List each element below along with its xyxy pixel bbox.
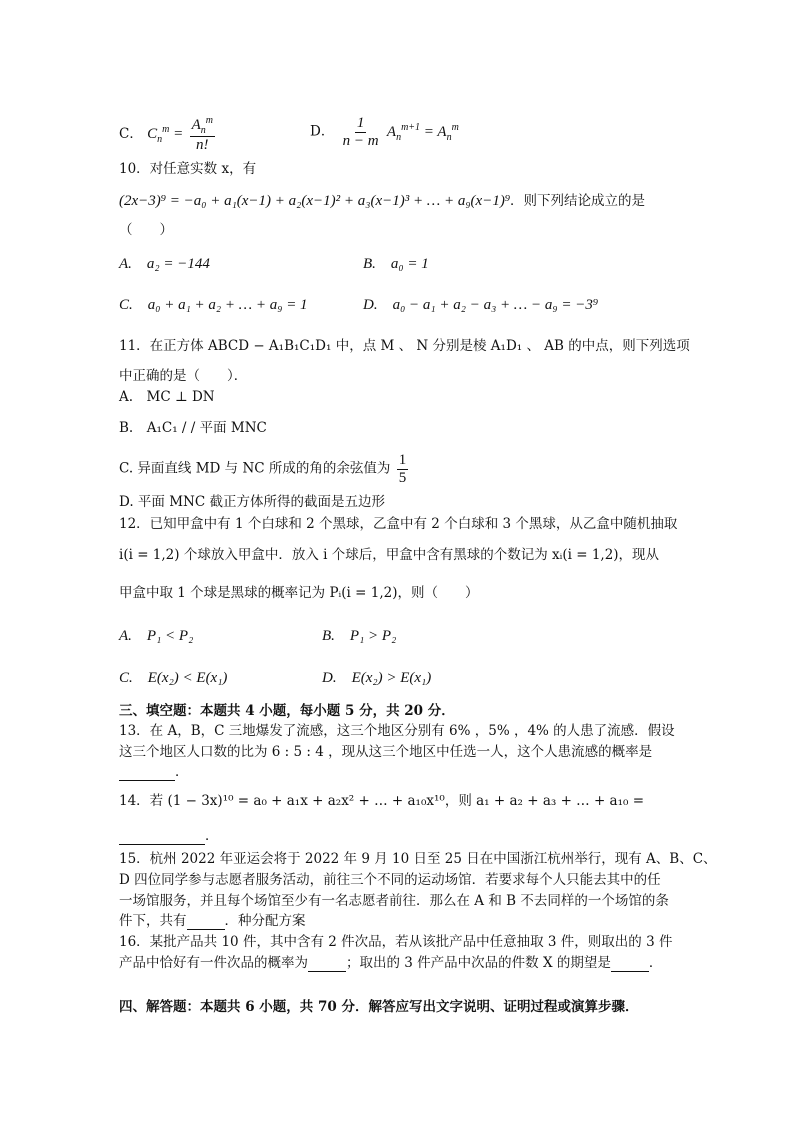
q10-option-b: B. a₀ = 1 [363, 256, 429, 272]
q10-paren: （ ） [119, 222, 173, 238]
q15-line2: D 四位同学参与志愿者服务活动，前往三个不同的运动场馆．若要求每个人只能去其中的任 [119, 872, 661, 888]
q13-line3: ． [119, 764, 189, 781]
q11-line2: 中正确的是（ ）． [119, 368, 248, 384]
q16-line1: 16．某批产品共 10 件，其中含有 2 件次品，若从该批产品中任意抽取 3 件，则取出的 3 件 [119, 934, 673, 950]
q12-option-c: C. E(x₂) < E(x₁) [119, 670, 228, 686]
q10-option-d: D. a₀ − a₁ + a₂ − a₃ + … − a₉ = −3⁹ [363, 297, 599, 313]
q12-line3: 甲盒中取 1 个球是黑球的概率记为 Pᵢ(i = 1,2)，则（ ） [119, 585, 479, 601]
q12-option-a: A. P₁ < P₂ [119, 628, 194, 644]
q11-option-a: A. MC ⊥ DN [119, 389, 215, 405]
q14-answer-blank [119, 828, 205, 845]
q16-answer-blank-1 [308, 955, 346, 972]
q12-line2: i(i = 1,2) 个球放入甲盒中．放入 i 个球后，甲盒中含有黑球的个数记为 xᵢ(i = 1,2)，现从 [119, 547, 660, 563]
q12-option-d: D. E(x₂) > E(x₁) [322, 670, 432, 686]
q10-stem: 10．对任意实数 x，有 [119, 161, 257, 177]
q11-line1: 11．在正方体 ABCD − A₁B₁C₁D₁ 中，点 M 、 N 分别是棱 A₁D₁ 、 AB 的中点，则下列选项 [119, 338, 690, 354]
q14-line1: 14．若 (1 − 3x)¹⁰ = a₀ + a₁x + a₂x² + … + a₁₀x¹⁰，则 a₁ + a₂ + a₃ + … + a₁₀ = [119, 793, 645, 809]
q16-answer-blank-2 [611, 955, 649, 972]
q12-option-b: B. P₁ > P₂ [322, 628, 397, 644]
q10-option-a: A. a₂ = −144 [119, 256, 210, 272]
q11-option-b: B. A₁C₁ / / 平面 MNC [119, 420, 267, 436]
q15-line3: 一场馆服务，并且每个场馆至少有一名志愿者前往．那么在 A 和 B 不去同样的一个场馆的条 [119, 893, 669, 909]
q10-option-c: C. a₀ + a₁ + a₂ + … + a₉ = 1 [119, 297, 308, 313]
q9-option-c: C． $C_n^m$ = $\frac{A_n^m}{n!}$ [119, 115, 213, 153]
q13-answer-blank [119, 764, 175, 781]
q15-line4: 件下，共有 ．种分配方案 [119, 913, 306, 929]
q12-line1: 12．已知甲盒中有 1 个白球和 2 个黑球，乙盒中有 2 个白球和 3 个黑球，从乙盒中随机抽取 [119, 516, 678, 532]
q13-line2: 这三个地区人口数的比为 6 : 5 : 4 ，现从这三个地区中任选一人，这个人患流感的概率是 [119, 744, 653, 760]
q16-line2: 产品中恰好有一件次品的概率为 ；取出的 3 件产品中次品的件数 X 的期望是 ． [119, 955, 663, 971]
q9-option-d: D． $\frac{1}{n - m}$ $A_n^{m+1} = A_n^m$ [310, 115, 459, 149]
q13-line1: 13．在 A，B，C 三地爆发了流感，这三个地区分别有 6% ，5% ，4% 的人患了流感．假设 [119, 723, 675, 739]
section-4-heading: 四、解答题：本题共 6 小题，共 70 分．解答应写出文字说明、证明过程或演算步骤． [119, 999, 639, 1015]
q11-option-c: C. 异面直线 MD 与 NC 所成的角的余弦值为 $\frac{1}{5}$ [119, 452, 407, 486]
q15-answer-blank [187, 913, 225, 930]
q11-option-d: D. 平面 MNC 截正方体所得的截面是五边形 [119, 494, 385, 510]
section-3-heading: 三、填空题：本题共 4 小题，每小题 5 分，共 20 分． [119, 703, 455, 719]
q14-line2: ． [119, 828, 219, 845]
q15-line1: 15．杭州 2022 年亚运会将于 2022 年 9 月 10 日至 25 日在中国浙江杭州举行，现有 A、B、C、 [119, 851, 717, 867]
q10-expression: (2x−3)⁹ = −a₀ + a₁(x−1) + a₂(x−1)² + a₃(x−1)³ + … + a₉(x−1)⁹．则下列结论成立的是 [119, 193, 646, 209]
